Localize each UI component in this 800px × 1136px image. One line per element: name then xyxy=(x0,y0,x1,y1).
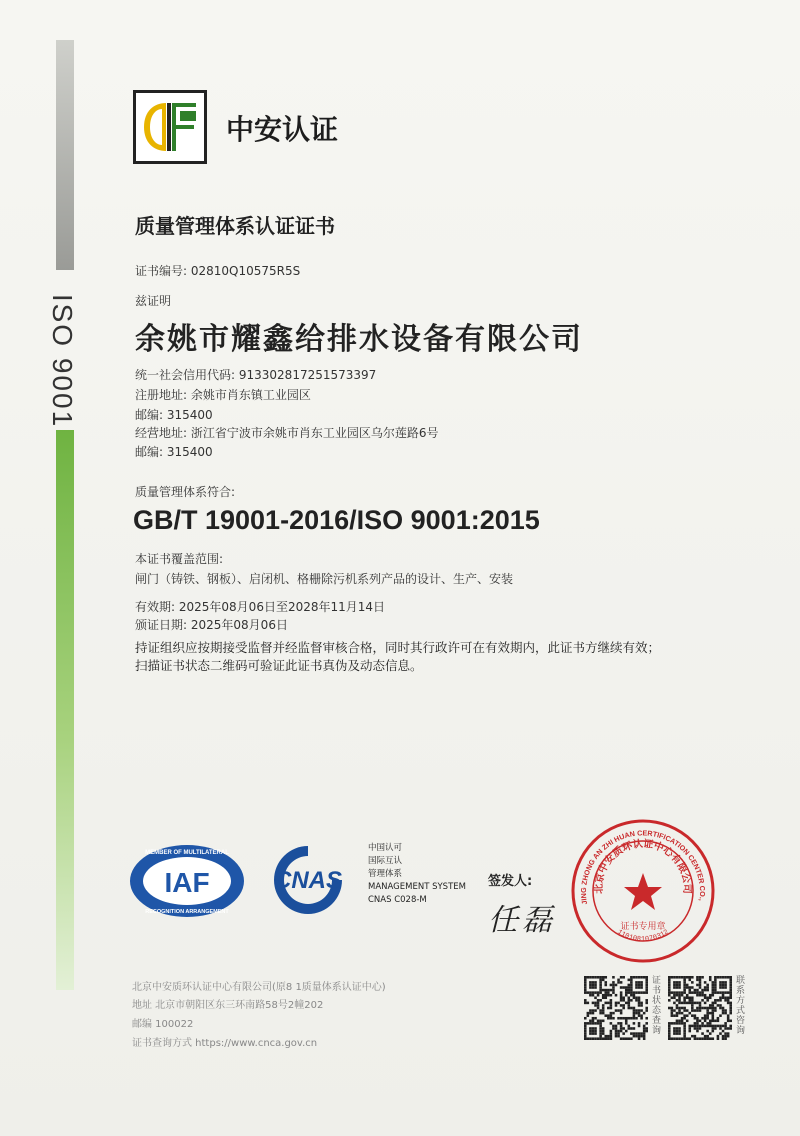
seal-ring-text: JING ZHONG AN ZHI HUAN CERTIFICATION CENTER CO., xyxy=(578,828,708,906)
footer-line1: 北京中安质环认证中心有限公司(原8 1质量体系认证中心) xyxy=(132,982,386,993)
iaf-top-text: MEMBER OF MULTILATERAL xyxy=(145,850,229,856)
credit-code-row: 统一社会信用代码: 913302817251573397 xyxy=(135,368,377,382)
footer-line2: 地址 北京市朝阳区东三环南路58号2幢202 xyxy=(132,1000,324,1011)
side-band-top xyxy=(56,40,74,270)
side-band-green xyxy=(56,430,74,990)
issue-row: 颁证日期: 2025年08月06日 xyxy=(135,618,288,632)
side-iso-text: ISO 9001 xyxy=(47,293,78,429)
scope-text: 闸门（铸铁、钢板）、启闭机、格栅除污机系列产品的设计、生产、安装 xyxy=(135,572,514,586)
credit-code: 913302817251573397 xyxy=(238,368,377,382)
iaf-main-text: IAF xyxy=(164,867,210,898)
registered-address-row: 注册地址: 余姚市肖东镇工业园区 xyxy=(135,388,311,402)
cnas-description: 中国认可 国际互认 管理体系 MANAGEMENT SYSTEM CNAS C028-M xyxy=(368,843,466,905)
qr-code-icon[interactable] xyxy=(584,976,648,1040)
seal-inner-text: 北京中安质环认证中心有限公司 xyxy=(593,838,693,894)
cnas-logo-icon xyxy=(260,842,356,918)
iaf-logo-icon xyxy=(128,842,246,920)
certificate-number: 02810Q10575R5S xyxy=(190,264,301,278)
operating-address-row: 经营地址: 浙江省宁波市余姚市肖东工业园区乌尔莲路6号 xyxy=(135,426,439,440)
operating-address: 浙江省宁波市余姚市肖东工业园区乌尔莲路6号 xyxy=(190,426,439,440)
footer-line4: 证书查询方式 https://www.cnca.gov.cn xyxy=(132,1038,318,1049)
zhongan-logo-icon xyxy=(133,90,207,164)
qr-code-icon[interactable] xyxy=(668,976,732,1040)
seal-purpose: 证书专用章 xyxy=(620,922,666,932)
note-line1: 持证组织应按期接受监督并经监督审核合格，同时其行政许可在有效期内，此证书方继续有效； xyxy=(135,640,661,655)
qr2-label: 联系方式咨询 xyxy=(736,976,746,1036)
valid-period: 2025年08月06日至2028年11月14日 xyxy=(178,600,386,614)
official-seal-icon xyxy=(569,817,717,965)
postcode: 315400 xyxy=(166,408,213,422)
certify-label: 兹证明 xyxy=(135,294,172,308)
postcode2: 315400 xyxy=(166,445,213,459)
seal-number: 1101081070312 xyxy=(615,928,671,944)
signature: 任磊 xyxy=(488,903,556,938)
cnas-main-text: CNAS xyxy=(273,867,343,894)
conform-label: 质量管理体系符合: xyxy=(135,485,236,499)
iaf-bottom-text: RECOGNITION ARRANGEMENT xyxy=(145,909,229,915)
postcode-row: 邮编: 315400 xyxy=(135,408,213,422)
scope-label: 本证书覆盖范围: xyxy=(135,552,224,566)
issue-date: 2025年08月06日 xyxy=(190,618,288,632)
note-line2: 扫描证书状态二维码可验证此证书真伪及动态信息。 xyxy=(135,658,423,673)
signatory-label: 签发人: xyxy=(488,874,533,889)
org-name: 中安认证 xyxy=(226,113,339,146)
company-name: 余姚市耀鑫给排水设备有限公司 xyxy=(135,322,583,357)
certificate-number-row: 证书编号: 02810Q10575R5S xyxy=(135,264,301,278)
qr1-label: 证书状态查询 xyxy=(652,976,662,1036)
certificate-title: 质量管理体系认证证书 xyxy=(135,214,335,238)
valid-row: 有效期: 2025年08月06日至2028年11月14日 xyxy=(135,600,386,614)
registered-address: 余姚市肖东镇工业园区 xyxy=(190,388,311,402)
footer-line3: 邮编 100022 xyxy=(132,1019,194,1030)
standard-name: GB/T 19001-2016/ISO 9001:2015 xyxy=(133,505,540,535)
postcode2-row: 邮编: 315400 xyxy=(135,445,213,459)
